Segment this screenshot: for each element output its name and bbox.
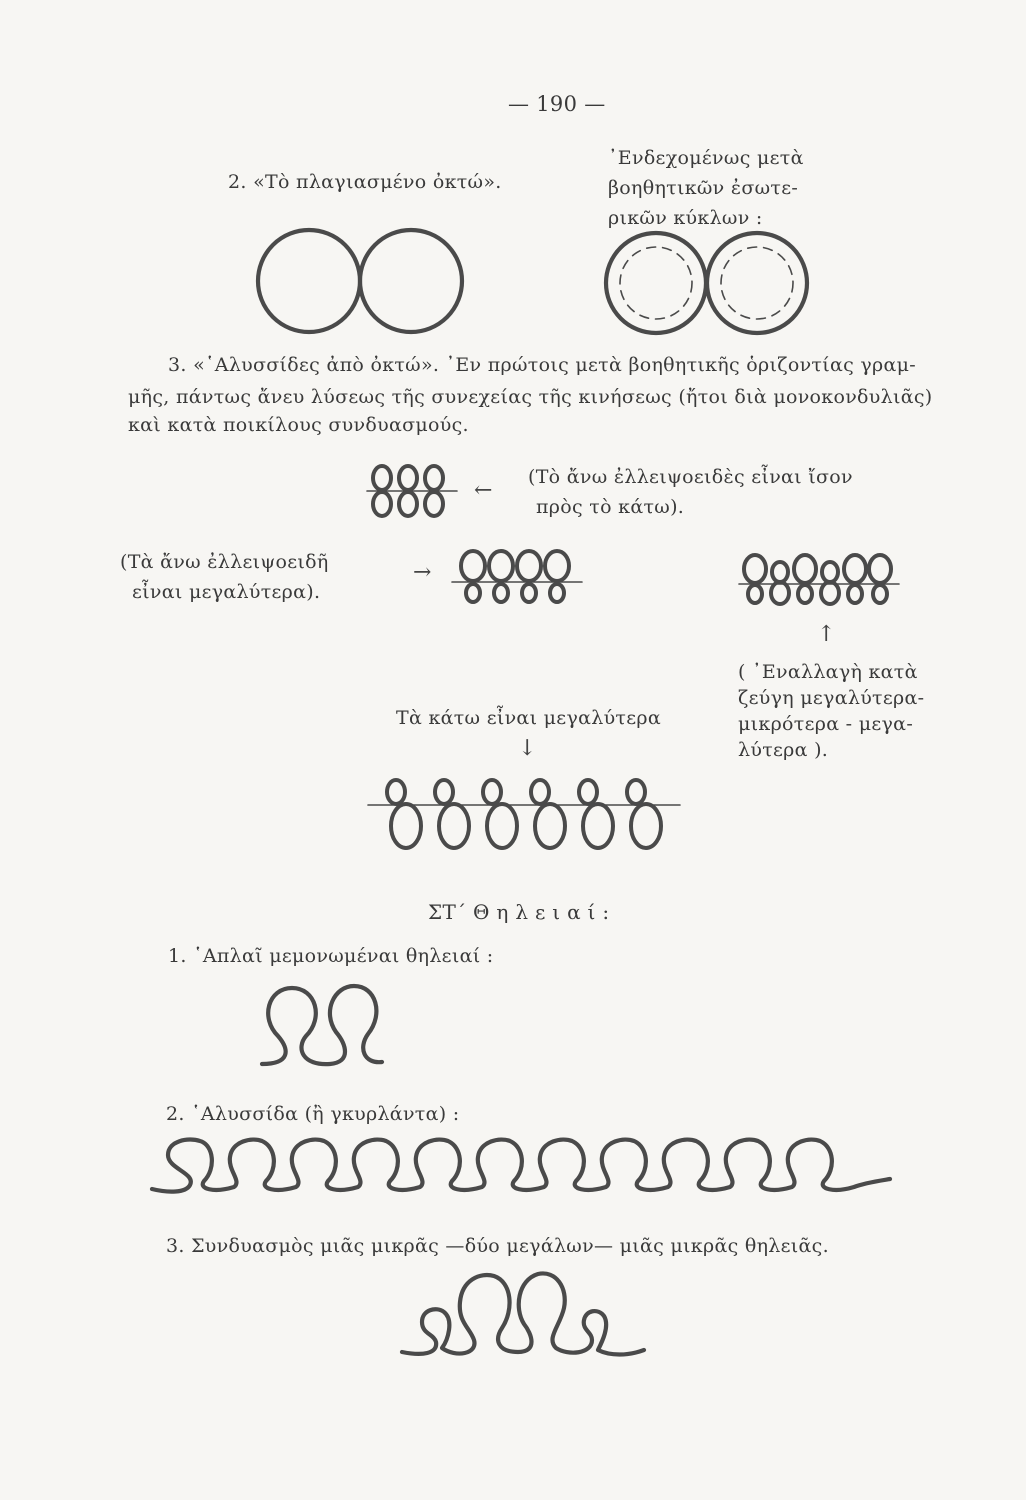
note-alternate-line-3: μικρότερα - μεγα-: [738, 713, 914, 735]
section-2-note-line-3: ρικῶν κύκλων :: [608, 207, 763, 229]
combination-loops-figure: [398, 1268, 648, 1368]
section-st-item-3: 3. Συνδυασμὸς μιᾶς μικρᾶς —δύο μεγάλων— μιᾶς μικρᾶς θηλειᾶς.: [166, 1235, 829, 1257]
note-alternate-line-2: ζεύγη μεγαλύτερα-: [738, 687, 925, 709]
section-st-item-2: 2. ῾Αλυσσίδα (ἢ γκυρλάντα) :: [166, 1103, 460, 1125]
lazy-eight-with-helper-circles-figure: [600, 230, 820, 340]
section-st-item-1: 1. ῾Απλαῖ μεμονωμέναι θηλειαί :: [168, 945, 494, 967]
section-2-note-line-2: βοηθητικῶν ἐσωτε-: [608, 177, 799, 199]
chain-equal-ovals-figure: [365, 462, 475, 524]
down-arrow-icon: ↓: [518, 736, 537, 761]
simple-loops-figure: [250, 980, 390, 1080]
note-equal-line-1: (Τὸ ἄνω ἐλλειψοειδὲς εἶναι ἴσον: [528, 466, 853, 488]
chain-lower-larger-figure: [362, 772, 692, 862]
left-arrow-icon: ←: [474, 478, 493, 503]
chain-alternating-figure: [735, 548, 905, 614]
note-alternate-line-1: ( ᾿Εναλλαγὴ κατὰ: [738, 661, 918, 683]
section-2-title: 2. «Τὸ πλαγιασμένο ὀκτώ».: [228, 171, 502, 193]
section-3-line-2: μῆς, πάντως ἄνευ λύσεως τῆς συνεχείας τῆς κινήσεως (ἤτοι διὰ μονοκονδυλιᾶς): [128, 386, 933, 408]
section-2-note-line-1: ᾿Ενδεχομένως μετὰ: [608, 147, 804, 169]
chain-upper-larger-figure: [448, 542, 588, 612]
right-arrow-icon: →: [413, 560, 432, 585]
note-upper-larger-line-1: (Τὰ ἄνω ἐλλειψοειδῆ: [120, 551, 329, 573]
note-equal-line-2: πρὸς τὸ κάτω).: [536, 496, 685, 518]
section-3-line-3: καὶ κατὰ ποικίλους συνδυασμούς.: [128, 414, 469, 436]
note-upper-larger-line-2: εἶναι μεγαλύτερα).: [132, 581, 321, 603]
note-lower-larger: Τὰ κάτω εἶναι μεγαλύτερα: [396, 707, 661, 729]
note-alternate-line-4: λύτερα ).: [738, 739, 829, 761]
garland-figure: [148, 1135, 898, 1205]
page-number: — 190 —: [508, 92, 606, 116]
up-arrow-icon: ↑: [817, 622, 836, 647]
section-3-line-1: 3. «῾Αλυσσίδες ἀπὸ ὀκτώ». ᾿Εν πρώτοις μετὰ βοηθητικῆς ὁριζοντίας γραμ-: [168, 354, 917, 376]
lazy-eight-figure: [250, 228, 480, 338]
section-st-heading: ΣΤ΄ Θ η λ ε ι α ί :: [428, 900, 610, 924]
